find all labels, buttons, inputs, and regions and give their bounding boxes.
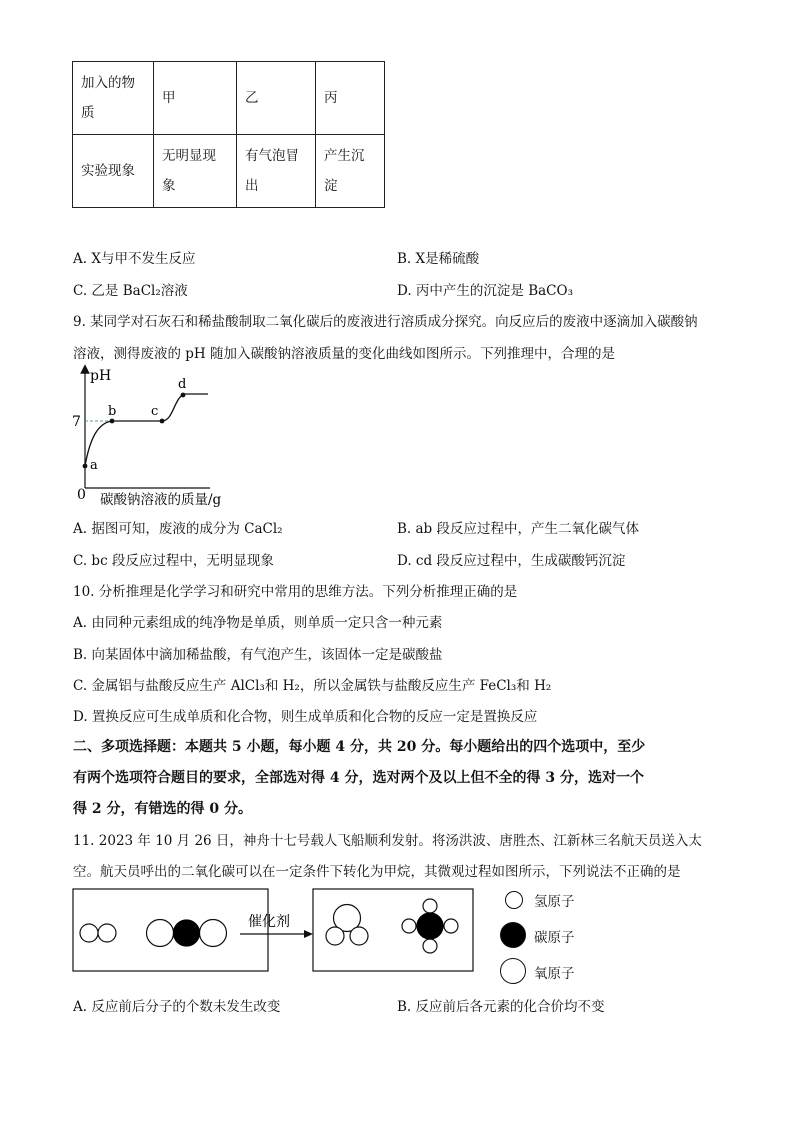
table-obs-jia: 无明显现 象 [154,135,237,208]
point-c [160,419,165,424]
q10-option-a: A. 由同种元素组成的纯净物是单质，则单质一定只含一种元素 [73,615,443,631]
q9-stem-line2: 溶液，测得废液的 pH 随加入碳酸钠溶液质量的变化曲线如图所示。下列推理中，合理的是 [73,346,615,362]
hydrogen-atom [423,899,437,913]
q9-option-a: A. 据图可知，废液的成分为 CaCl₂ [73,521,283,537]
q11-option-a: A. 反应前后分子的个数未发生改变 [73,999,281,1015]
section2-line2: 有两个选项符合题目的要求，全部选对得 4 分，选对两个及以上但不全的得 3 分，选对一个 [73,770,644,786]
q10-option-b: B. 向某固体中滴加稀盐酸，有气泡产生，该固体一定是碳酸盐 [73,647,443,663]
table-obs-yi: 有气泡冒 出 [237,135,316,208]
observation-table [72,61,385,208]
q11-stem-line2: 空。航天员呼出的二氧化碳可以在一定条件下转化为甲烷，其微观过程如图所示，下列说法不正确的是 [73,864,681,880]
origin-label: 0 [77,487,86,503]
q9-stem-line1: 9. 某同学对石灰石和稀盐酸制取二氧化碳后的废液进行溶质成分探究。向反应后的废液中逐滴加入碳酸钠 [73,314,698,330]
label-d: d [178,377,187,392]
reaction-diagram [72,884,492,976]
q11-stem-line1: 11. 2023 年 10 月 26 日，神舟十七号载人飞船顺利发射。将汤洪波、唐胜杰、江新林三名航天员送入太 [73,833,702,849]
hydrogen-atom [80,924,98,942]
point-a [83,464,88,469]
table-obs-bing: 产生沉 淀 [316,135,385,208]
hydrogen-atom [444,919,458,933]
table-col-jia: 甲 [154,62,237,135]
point-d [181,393,186,398]
arrow-head [304,930,313,938]
oxygen-atom [200,920,227,947]
q8-option-b: B. X是稀硫酸 [397,251,480,267]
section2-line1: 二、多项选择题：本题共 5 小题，每小题 4 分，共 20 分。每小题给出的四个选项中，至少 [73,739,646,755]
table-row [73,135,385,208]
table-col-yi: 乙 [237,62,316,135]
q8-option-c: C. 乙是 BaCl₂溶液 [73,283,188,299]
hydrogen-legend-icon [505,891,523,909]
carbon-atom [417,913,443,939]
y-tick-7: 7 [72,414,81,430]
ph-curve [85,394,208,466]
legend-hydrogen-label: 氢原子 [534,894,575,910]
hydrogen-atom [402,919,416,933]
q8-option-d: D. 丙中产生的沉淀是 BaCO₃ [397,283,573,299]
label-b: b [108,404,117,419]
table-row-label: 实验现象 [73,135,154,208]
table-row [73,62,385,135]
table-col-bing: 丙 [316,62,385,135]
oxygen-atom [147,920,174,947]
catalyst-label: 催化剂 [248,914,290,930]
q9-option-d: D. cd 段反应过程中，生成碳酸钙沉淀 [397,553,626,569]
hydrogen-atom [350,927,368,945]
carbon-atom [174,920,200,946]
q8-option-a: A. X与甲不发生反应 [73,251,196,267]
q10-stem: 10. 分析推理是化学学习和研究中常用的思维方法。下列分析推理正确的是 [73,584,518,600]
ph-chart [70,363,270,511]
legend-carbon-label: 碳原子 [534,930,575,946]
hydrogen-atom [423,939,437,953]
label-a: a [90,458,98,473]
legend-oxygen-label: 氧原子 [534,966,575,982]
hydrogen-atom [326,927,344,945]
x-axis-label: 碳酸钠溶液的质量/g [100,492,222,508]
q10-option-d: D. 置换反应可生成单质和化合物，则生成单质和化合物的反应一定是置换反应 [73,709,538,725]
y-axis-label: pH [90,368,112,384]
q11-option-b: B. 反应前后各元素的化合价均不变 [397,999,605,1015]
point-b [110,419,115,424]
hydrogen-atom [98,924,116,942]
oxygen-legend-icon [500,958,526,984]
label-c: c [151,404,159,419]
carbon-legend-icon [500,922,526,948]
q9-option-c: C. bc 段反应过程中，无明显现象 [73,553,274,569]
q9-option-b: B. ab 段反应过程中，产生二氧化碳气体 [397,521,639,537]
section2-line3: 得 2 分，有错选的得 0 分。 [73,801,252,817]
table-header-cell: 加入的物 质 [73,62,154,135]
q10-option-c: C. 金属铝与盐酸反应生产 AlCl₃和 H₂，所以金属铁与盐酸反应生产 FeCl₃和 H₂ [73,678,552,694]
